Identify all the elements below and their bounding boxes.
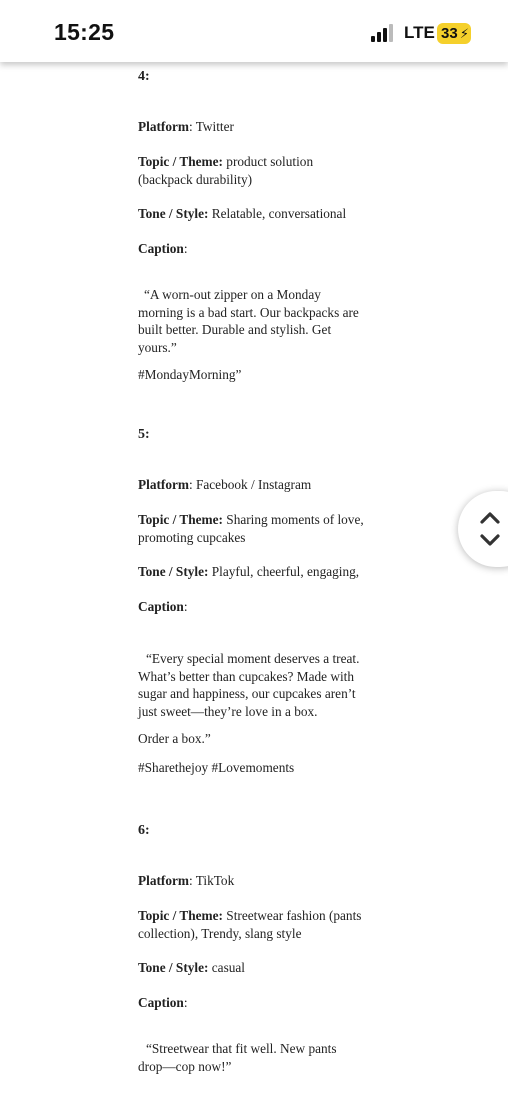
caption-extra: Order a box.” xyxy=(138,731,211,746)
status-bar xyxy=(0,0,508,62)
platform-row: Platform: TikTok xyxy=(138,873,235,888)
caption-text: “Every special moment deserves a treat. What’s better than cupcakes? Made with sugar and happiness, our cupcakes aren’t just sweet—they’re love in a box. xyxy=(138,651,360,719)
tone-row: Tone / Style: Relatable, conversational xyxy=(138,206,347,221)
scroll-navigation xyxy=(458,491,508,567)
caption-label: Caption: xyxy=(138,599,188,614)
battery-icon xyxy=(437,23,471,44)
tone-row: Tone / Style: casual xyxy=(138,960,245,975)
section-number: 5: xyxy=(138,427,150,442)
battery-level: 33 xyxy=(441,25,458,42)
caption-text: “Streetwear that fit well. New pants drop—cop now!” xyxy=(138,1041,337,1074)
platform-row: Platform: Facebook / Instagram xyxy=(138,477,312,492)
caption-label: Caption: xyxy=(138,995,188,1010)
caption-text: “A worn-out zipper on a Monday morning is a bad start. Our backpacks are built better. Durable and stylish. Get yours.” xyxy=(138,287,359,355)
platform-row: Platform: Twitter xyxy=(138,119,234,134)
topic-row: Topic / Theme: Sharing moments of love, promoting cupcakes xyxy=(138,512,364,545)
topic-row: Topic / Theme: product solution (backpack durability) xyxy=(138,154,314,187)
chevron-down-icon[interactable] xyxy=(478,532,502,550)
status-time: 15:25 xyxy=(54,19,115,45)
tone-row: Tone / Style: Playful, cheerful, engaging, xyxy=(138,564,360,579)
network-type: LTE xyxy=(404,23,435,42)
hashtags: #Sharethejoy #Lovemoments xyxy=(138,760,295,775)
signal-icon xyxy=(371,24,397,42)
charging-icon: ⚡ xyxy=(459,26,469,41)
section-number: 4: xyxy=(138,69,150,84)
section-number: 6: xyxy=(138,823,150,838)
hashtags: #MondayMorning” xyxy=(138,367,242,382)
topic-row: Topic / Theme: Streetwear fashion (pants collection), Trendy, slang style xyxy=(138,908,362,941)
caption-label: Caption: xyxy=(138,241,188,256)
chevron-up-icon[interactable] xyxy=(478,508,502,526)
